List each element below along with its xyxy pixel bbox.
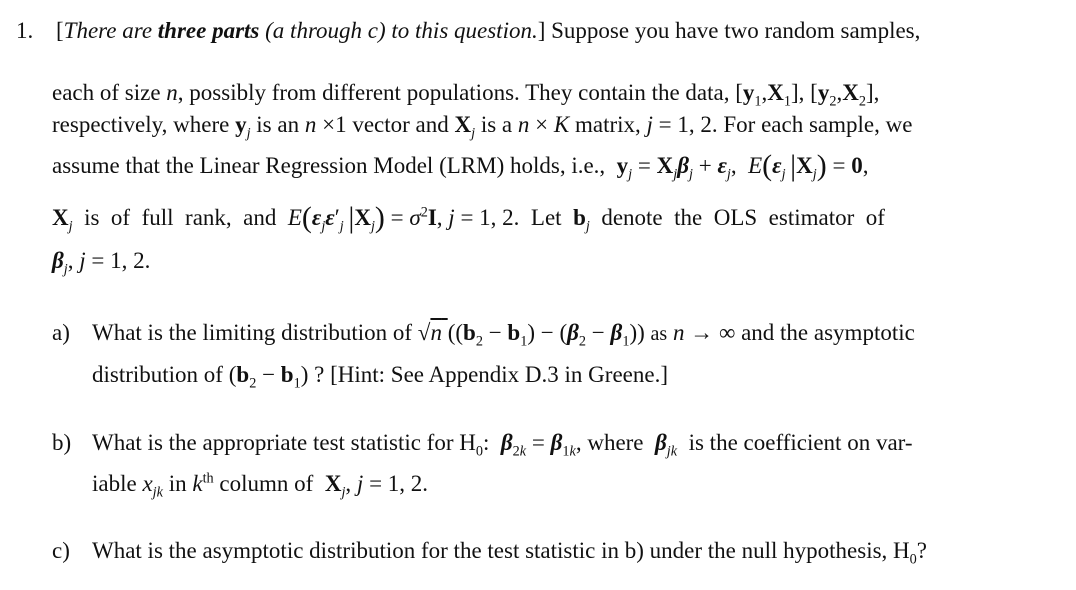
question-line-5: $X_j$ is of full rank, and $E(\varepsilon_j\varepsilon'_j$ $|X_j) = \sigma^2I$, j = 1, 2. Let $b_j$ denote the OLS estimator of [52, 201, 885, 235]
question-line-6: $\beta_j$, j = 1, 2. [52, 248, 151, 278]
question-line-3: respectively, where $y_j$ is an n ×1 vector and $X_j$ is a n × K matrix, j = 1, 2. For each sample, we [52, 112, 913, 142]
part-b-line-1: What is the appropriate test statistic for $H_0$: $\beta_{2k} = \beta_{1k}$, where $\beta_{jk}$ is the coefficient on var- [92, 430, 913, 460]
part-a-line-1: What is the limiting distribution of √n $((b_2 - b_1) - (\beta_2 - \beta_1))$ as n → ∞ and the asymptotic [92, 320, 915, 350]
part-c-line-1: What is the asymptotic distribution for the test statistic in b) under the null hypothesis, $H_0$? [92, 538, 928, 568]
part-c-label: c) [52, 538, 70, 563]
part-b-label: b) [52, 430, 72, 455]
part-b-line-2: iable $x_{jk}$ in $k^{th}$ column of $X_j$, j = 1, 2. [92, 470, 429, 501]
part-a-line-2: distribution of $(b_2 - b_1)$ ? [Hint: See Appendix D.3 in Greene.] [92, 362, 668, 392]
question-line-4: assume that the Linear Regression Model (LRM) holds, i.e., $y_j = X_j\beta_j + \varepsilon_j$, $E(\varepsilon_j$ $|X_j) = 0$, [52, 149, 869, 183]
question-line-2: each of size n, possibly from different populations. They contain the data, $[y_1,X_1]$, $[y_2,X_2]$, [52, 80, 880, 110]
intro-bracket: [There are three parts (a through c) to this question.] [56, 18, 546, 43]
part-a-label: a) [52, 320, 70, 345]
intro-tail: Suppose you have two random samples, [551, 18, 921, 43]
question-line-1 [56, 18, 920, 44]
question-number: 1. [16, 18, 34, 43]
